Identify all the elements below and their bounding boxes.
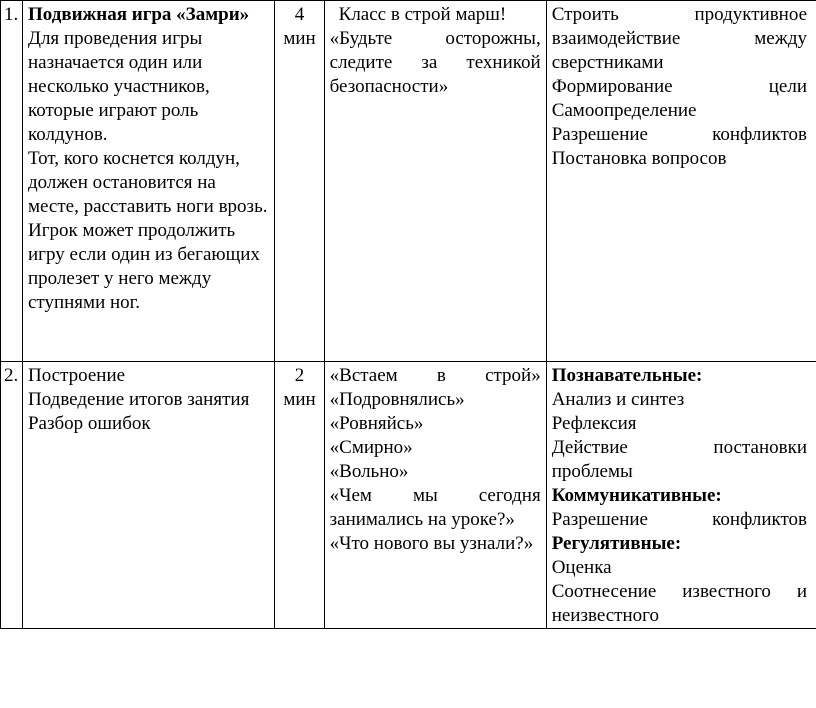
skill-line: Оценка bbox=[551, 557, 612, 578]
instruction-line: «Вольно» bbox=[329, 461, 409, 482]
instruction-line: «Подровнялись» bbox=[329, 389, 465, 410]
skill-line: Формирование цели bbox=[551, 76, 807, 97]
instruction-line: «Смирно» bbox=[329, 437, 413, 458]
skill-line: взаимодействие между bbox=[551, 28, 807, 49]
instructions-cell bbox=[324, 1, 546, 362]
skill-line: Соотнесение известного и bbox=[551, 581, 807, 602]
instruction-line: «Встаем в строй» bbox=[329, 365, 541, 386]
activity-text: Разбор ошибок bbox=[27, 413, 151, 434]
skill-line: Действие постановки bbox=[551, 437, 807, 458]
instruction-line: Класс в строй марш! bbox=[338, 4, 507, 25]
skill-line: Анализ и синтез bbox=[551, 389, 685, 410]
instruction-line: «Чем мы сегодня занимались на уроке?» bbox=[329, 485, 541, 530]
instruction-line: «Ровняйсь» bbox=[329, 413, 424, 434]
row-number-cell: 1. bbox=[1, 1, 23, 362]
activity-text: Построение bbox=[27, 365, 126, 386]
duration-unit: мин bbox=[283, 389, 316, 410]
skills-heading-regulatory: Регулятивные: bbox=[551, 533, 682, 554]
skill-line: Разрешение конфликтов bbox=[551, 509, 807, 530]
skill-line: Рефлексия bbox=[551, 413, 637, 434]
duration-cell bbox=[275, 1, 324, 362]
duration-cell bbox=[275, 362, 324, 629]
skill-line: проблемы bbox=[551, 461, 633, 482]
skills-heading-cognitive: Познавательные: bbox=[551, 365, 703, 386]
activity-text: Для проведения игры назначается один или несколько участников, которые играют роль колдунов. bbox=[27, 28, 210, 145]
skill-line: Строить продуктивное bbox=[551, 4, 807, 25]
skill-line: сверстниками bbox=[551, 52, 664, 73]
instruction-line: «Будьте осторожны, следите за техникой безопасности» bbox=[329, 28, 541, 97]
skill-line: Самоопределение bbox=[551, 100, 697, 121]
instruction-line: «Что нового вы узнали?» bbox=[329, 533, 534, 554]
table-row bbox=[1, 1, 816, 362]
skill-line: Разрешение конфликтов bbox=[551, 124, 807, 145]
duration-value: 2 bbox=[294, 365, 305, 386]
activity-cell bbox=[22, 362, 274, 629]
instructions-cell bbox=[324, 362, 546, 629]
duration-value: 4 bbox=[294, 4, 305, 25]
skill-line: Постановка вопросов bbox=[551, 148, 727, 169]
duration-unit: мин bbox=[283, 28, 316, 49]
skills-cell bbox=[546, 362, 816, 629]
activity-text: Тот, кого коснется колдун, должен остановится на месте, расставить ноги врозь. bbox=[27, 148, 268, 217]
skill-line: неизвестного bbox=[551, 605, 659, 626]
activity-cell bbox=[22, 1, 274, 362]
table-row bbox=[1, 362, 816, 629]
skills-heading-communicative: Коммуникативные: bbox=[551, 485, 722, 506]
activity-text: Игрок может продолжить игру если один из бегающих пролезет у него между ступнями ног. bbox=[27, 220, 260, 313]
activity-text: Подведение итогов занятия bbox=[27, 389, 250, 410]
row-number-cell: 2. bbox=[1, 362, 23, 629]
activity-title: Подвижная игра «Замри» bbox=[27, 4, 250, 25]
skills-cell bbox=[546, 1, 816, 362]
